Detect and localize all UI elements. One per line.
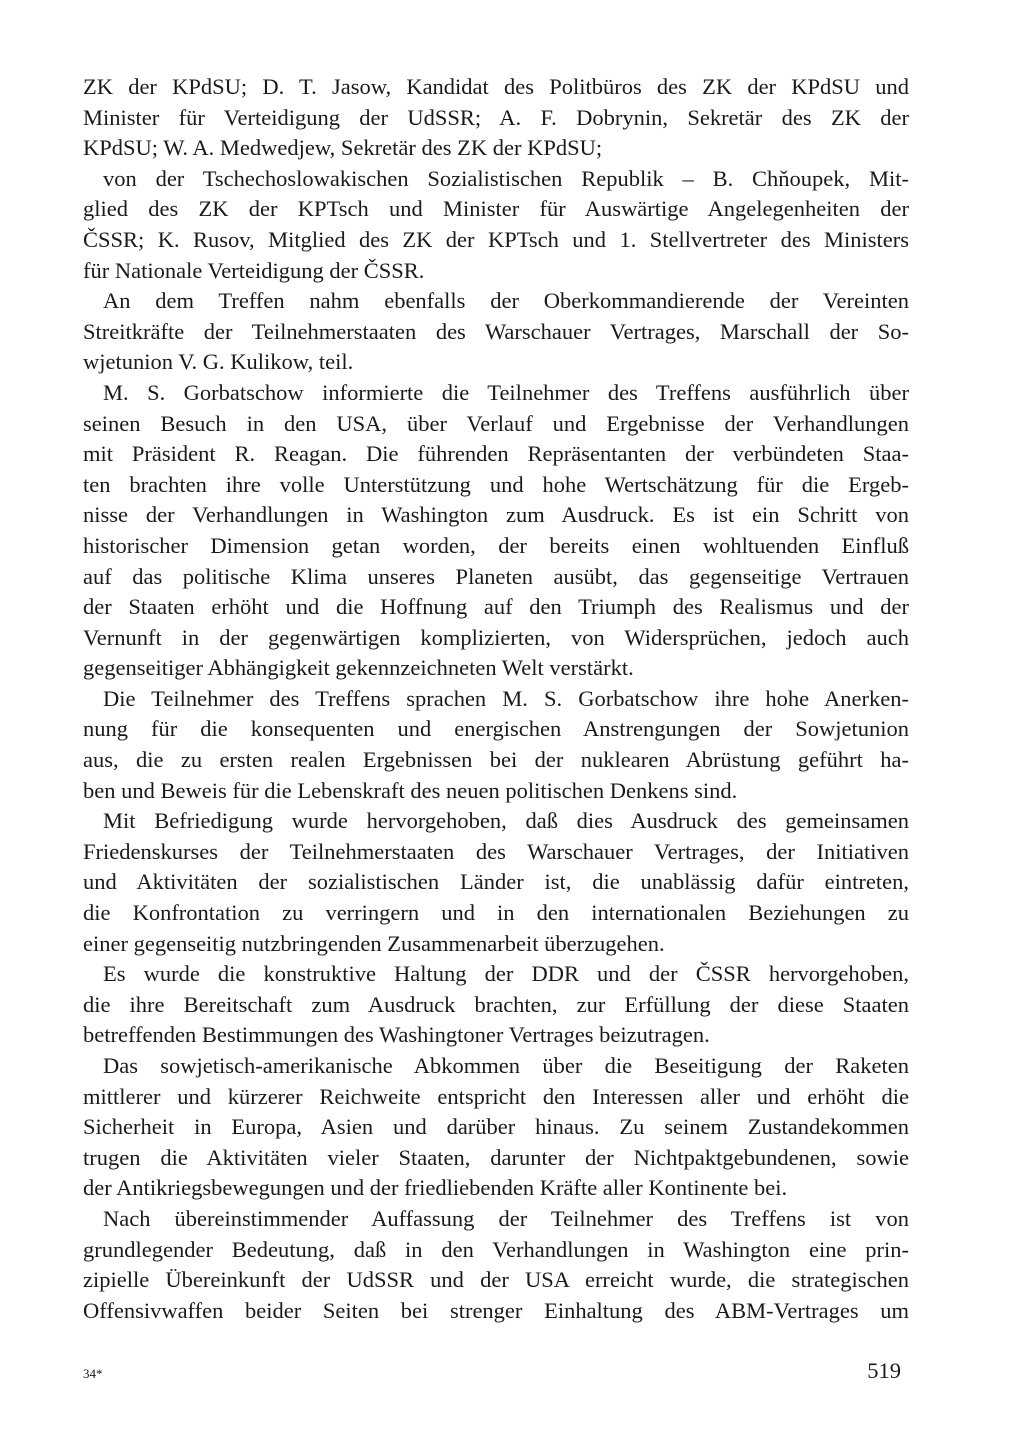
text-line: der Staaten erhöht und die Hoffnung auf den Triumph des Realismus und der <box>83 594 909 620</box>
text-line: Offensivwaffen beider Seiten bei strenger Einhaltung des ABM-Vertrages um <box>83 1297 909 1323</box>
paragraph <box>83 1204 909 1326</box>
document-body <box>83 72 909 1326</box>
text-line: zipielle Übereinkunft der UdSSR und der USA erreicht wurde, die strategischen <box>83 1267 909 1293</box>
text-line: grundlegender Bedeutung, daß in den Verhandlungen in Washington eine prin- <box>83 1236 909 1262</box>
text-line: Vernunft in der gegenwärtigen komplizierten, von Widersprüchen, jedoch auch <box>83 624 909 650</box>
text-line: Die Teilnehmer des Treffens sprachen M. S. Gorbatschow ihre hohe Anerken- <box>103 685 909 711</box>
text-line: mittlerer und kürzerer Reichweite entspricht den Interessen aller und erhöht die <box>83 1083 909 1109</box>
text-line: der Antikriegsbewegungen und der friedliebenden Kräfte aller Kontinente bei. <box>83 1175 788 1201</box>
text-line: die ihre Bereitschaft zum Ausdruck brachten, zur Erfüllung der diese Staaten <box>83 991 909 1017</box>
text-line: historischer Dimension getan worden, der bereits einen wohltuenden Einfluß <box>83 532 909 558</box>
text-line: ben und Beweis für die Lebenskraft des neuen politischen Denkens sind. <box>83 777 738 803</box>
text-line: nisse der Verhandlungen in Washington zum Ausdruck. Es ist ein Schritt von <box>83 502 909 528</box>
text-line: Es wurde die konstruktive Haltung der DDR und der ČSSR hervorgehoben, <box>103 961 909 987</box>
paragraph <box>83 378 909 684</box>
text-line: Mit Befriedigung wurde hervorgehoben, daß dies Ausdruck des gemeinsamen <box>103 808 909 834</box>
paragraph <box>83 684 909 806</box>
text-line: ten brachten ihre volle Unterstützung und hohe Wertschätzung für die Ergeb- <box>83 471 909 497</box>
signature-mark: 34* <box>83 1366 103 1381</box>
paragraph <box>83 806 909 959</box>
text-line: M. S. Gorbatschow informierte die Teilnehmer des Treffens ausführlich über <box>103 379 909 405</box>
text-line: nung für die konsequenten und energischen Anstrengungen der Sowjetunion <box>83 716 909 742</box>
text-line: Friedenskurses der Teilnehmerstaaten des Warschauer Vertrages, der Initiativen <box>83 838 909 864</box>
paragraph <box>83 72 909 164</box>
text-line: auf das politische Klima unseres Planeten ausübt, das gegenseitige Vertrauen <box>83 563 909 589</box>
text-line: mit Präsident R. Reagan. Die führenden Repräsentanten der verbündeten Staa- <box>83 441 909 467</box>
paragraph <box>83 164 909 286</box>
text-line: einer gegenseitig nutzbringenden Zusammenarbeit überzugehen. <box>83 930 665 956</box>
paragraph <box>83 1051 909 1204</box>
text-line: ZK der KPdSU; D. T. Jasow, Kandidat des Politbüros des ZK der KPdSU und <box>83 74 909 99</box>
text-line: von der Tschechoslowakischen Sozialistischen Republik – B. Chňoupek, Mit- <box>103 165 909 191</box>
text-line: betreffenden Bestimmungen des Washingtoner Vertrages beizutragen. <box>83 1022 710 1048</box>
paragraph <box>83 959 909 1051</box>
text-line: Nach übereinstimmender Auffassung der Teilnehmer des Treffens ist von <box>103 1205 909 1231</box>
text-line: aus, die zu ersten realen Ergebnissen bei der nuklearen Abrüstung geführt ha- <box>83 747 909 773</box>
text-line: Sicherheit in Europa, Asien und darüber hinaus. Zu seinem Zustandekommen <box>83 1114 909 1140</box>
text-line: An dem Treffen nahm ebenfalls der Oberkommandierende der Vereinten <box>103 288 909 314</box>
text-line: trugen die Aktivitäten vieler Staaten, darunter der Nichtpaktgebundenen, sowie <box>83 1144 909 1170</box>
text-line: für Nationale Verteidigung der ČSSR. <box>83 257 425 283</box>
text-line: Streitkräfte der Teilnehmerstaaten des Warschauer Vertrages, Marschall der So- <box>83 318 909 344</box>
text-line: die Konfrontation zu verringern und in den internationalen Beziehungen zu <box>83 900 909 926</box>
text-line: Minister für Verteidigung der UdSSR; A. F. Dobrynin, Sekretär des ZK der <box>83 104 909 130</box>
text-line: seinen Besuch in den USA, über Verlauf und Ergebnisse der Verhandlungen <box>83 410 909 436</box>
text-line: glied des ZK der KPTsch und Minister für Auswärtige Angelegenheiten der <box>83 196 909 222</box>
text-line: KPdSU; W. A. Medwedjew, Sekretär des ZK der KPdSU; <box>83 135 603 161</box>
page-footer <box>83 1360 909 1390</box>
text-line: ČSSR; K. Rusov, Mitglied des ZK der KPTsch und 1. Stellvertreter des Ministers <box>83 226 909 252</box>
text-line: und Aktivitäten der sozialistischen Länder ist, die unablässig dafür eintreten, <box>83 869 909 895</box>
text-line: Das sowjetisch-amerikanische Abkommen über die Beseitigung der Raketen <box>103 1053 909 1078</box>
text-line: wjetunion V. G. Kulikow, teil. <box>83 349 354 375</box>
paragraph <box>83 286 909 378</box>
page-number: 519 <box>867 1358 901 1383</box>
text-line: gegenseitiger Abhängigkeit gekennzeichneten Welt verstärkt. <box>83 655 634 681</box>
